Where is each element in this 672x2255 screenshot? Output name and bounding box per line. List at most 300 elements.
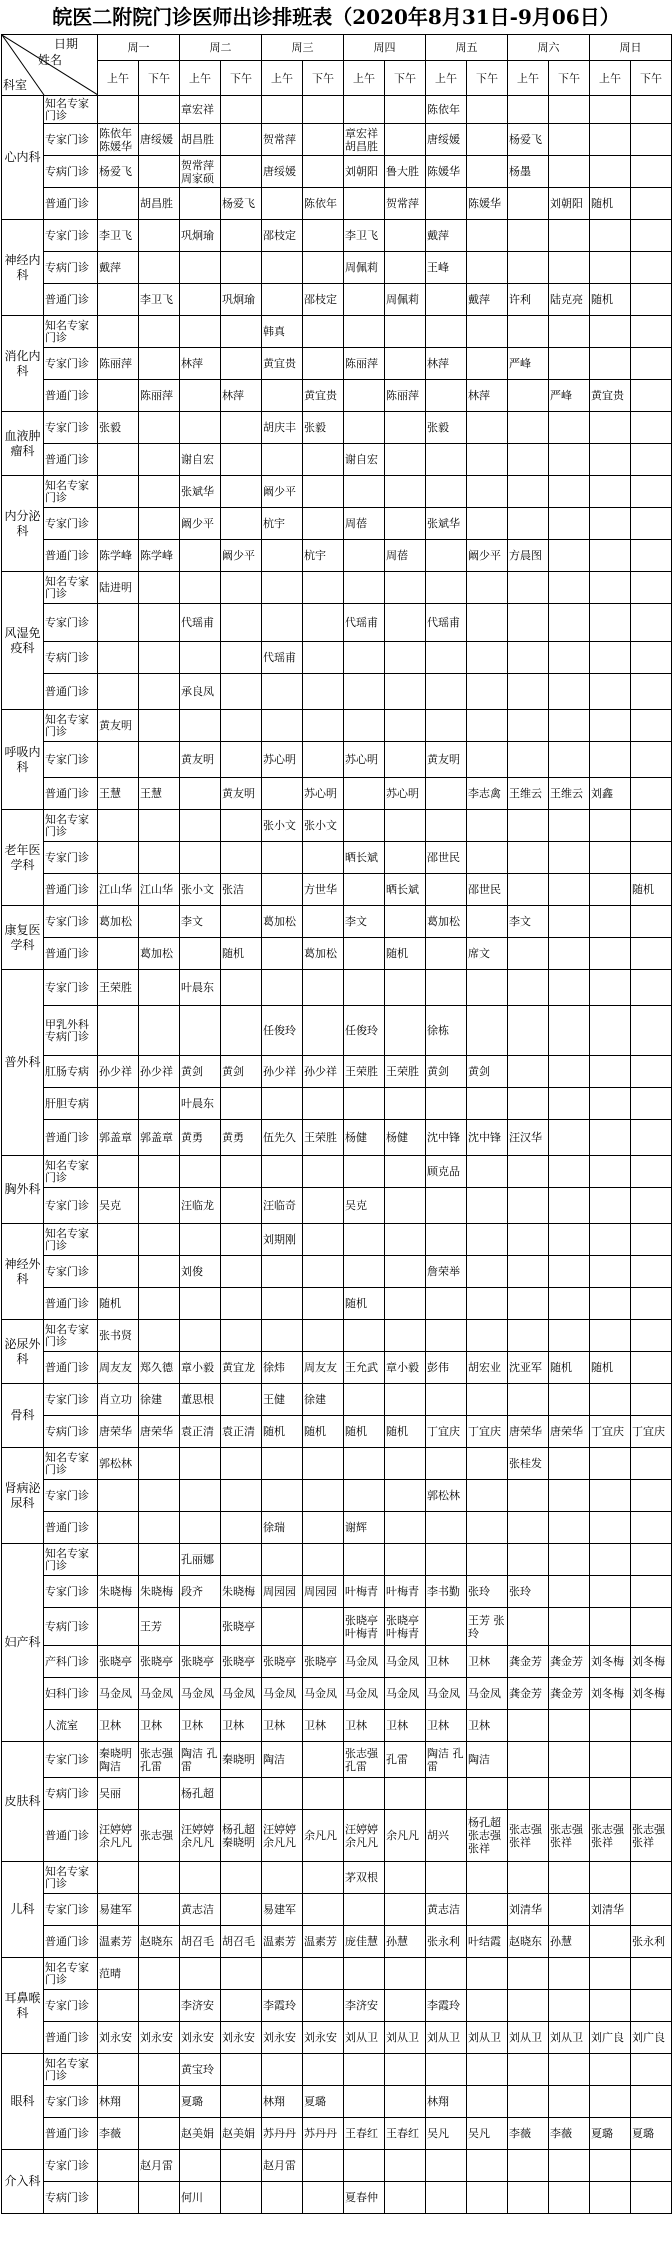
- doctor-cell: 卫林: [221, 1710, 262, 1742]
- doctor-cell: [344, 874, 385, 906]
- doctor-cell: [98, 1224, 139, 1256]
- doctor-cell: 张永利: [426, 1926, 467, 1958]
- doctor-cell: 刘从卫: [549, 2022, 590, 2054]
- doctor-cell: 张小文: [262, 810, 303, 842]
- doctor-cell: [631, 1710, 672, 1742]
- doctor-cell: [303, 1894, 344, 1926]
- doctor-cell: [385, 1544, 426, 1576]
- doctor-cell: [221, 604, 262, 642]
- doctor-cell: [180, 938, 221, 970]
- clinic-type: 普通门诊: [44, 938, 98, 970]
- clinic-type: 专家门诊: [44, 1894, 98, 1926]
- doctor-cell: [467, 220, 508, 252]
- clinic-type: 专家门诊: [44, 412, 98, 444]
- doctor-cell: [139, 316, 180, 348]
- doctor-cell: [262, 1608, 303, 1646]
- header-day-row: [2, 35, 672, 61]
- doctor-cell: [549, 1448, 590, 1480]
- doctor-cell: 杨健: [344, 1120, 385, 1156]
- doctor-cell: [139, 220, 180, 252]
- doctor-cell: [98, 508, 139, 540]
- doctor-cell: [139, 710, 180, 742]
- schedule-row: [2, 674, 672, 710]
- doctor-cell: [631, 778, 672, 810]
- doctor-cell: 黄友明: [180, 742, 221, 778]
- doctor-cell: [180, 1448, 221, 1480]
- doctor-cell: [590, 1384, 631, 1416]
- header-day: 周四: [344, 35, 426, 61]
- schedule-row: [2, 2150, 672, 2182]
- doctor-cell: 随机: [344, 1288, 385, 1320]
- doctor-cell: [631, 1224, 672, 1256]
- schedule-row: [2, 1810, 672, 1862]
- doctor-cell: [590, 1710, 631, 1742]
- doctor-cell: 孔丽娜: [180, 1544, 221, 1576]
- doctor-cell: [549, 1778, 590, 1810]
- doctor-cell: [303, 1958, 344, 1990]
- doctor-cell: [467, 674, 508, 710]
- doctor-cell: [98, 96, 139, 124]
- doctor-cell: [467, 842, 508, 874]
- schedule-body: [2, 35, 672, 2214]
- doctor-cell: [344, 1384, 385, 1416]
- doctor-cell: [221, 156, 262, 188]
- doctor-cell: [221, 444, 262, 476]
- doctor-cell: 胡兴: [426, 1810, 467, 1862]
- doctor-cell: 刘清华: [590, 1894, 631, 1926]
- doctor-cell: 张晓亭: [303, 1646, 344, 1678]
- doctor-cell: [139, 1256, 180, 1288]
- doctor-cell: 刘永安: [98, 2022, 139, 2054]
- doctor-cell: [139, 1188, 180, 1224]
- doctor-cell: 王春红: [344, 2118, 385, 2150]
- doctor-cell: [303, 508, 344, 540]
- doctor-cell: [508, 1778, 549, 1810]
- doctor-cell: [549, 316, 590, 348]
- doctor-cell: [262, 2182, 303, 2214]
- doctor-cell: 刘冬梅: [590, 1678, 631, 1710]
- doctor-cell: [303, 674, 344, 710]
- doctor-cell: 张玲: [508, 1576, 549, 1608]
- doctor-cell: [221, 1288, 262, 1320]
- doctor-cell: 杨爱飞: [98, 156, 139, 188]
- doctor-cell: 黄剑: [180, 1056, 221, 1088]
- doctor-cell: [303, 906, 344, 938]
- doctor-cell: 张桂发: [508, 1448, 549, 1480]
- doctor-cell: 王维云: [508, 778, 549, 810]
- doctor-cell: [631, 938, 672, 970]
- doctor-cell: [549, 1480, 590, 1512]
- doctor-cell: [631, 710, 672, 742]
- doctor-cell: [590, 220, 631, 252]
- doctor-cell: 温素芳: [303, 1926, 344, 1958]
- doctor-cell: 代瑶甫: [426, 604, 467, 642]
- schedule-row: [2, 96, 672, 124]
- doctor-cell: [303, 1862, 344, 1894]
- doctor-cell: [549, 1894, 590, 1926]
- doctor-cell: [549, 1320, 590, 1352]
- doctor-cell: 随机: [590, 284, 631, 316]
- doctor-cell: 王峰: [426, 252, 467, 284]
- doctor-cell: [180, 572, 221, 604]
- doctor-cell: 王荣胜: [344, 1056, 385, 1088]
- doctor-cell: [508, 2150, 549, 2182]
- doctor-cell: [467, 1088, 508, 1120]
- doctor-cell: [590, 1224, 631, 1256]
- doctor-cell: [221, 1778, 262, 1810]
- doctor-cell: 卫林: [467, 1646, 508, 1678]
- doctor-cell: 随机: [631, 874, 672, 906]
- doctor-cell: [590, 572, 631, 604]
- doctor-cell: [631, 444, 672, 476]
- doctor-cell: 卫林: [426, 1710, 467, 1742]
- doctor-cell: 张斌华: [180, 476, 221, 508]
- clinic-type: 知名专家门诊: [44, 2054, 98, 2086]
- doctor-cell: 黄剑: [221, 1056, 262, 1088]
- schedule-row: [2, 938, 672, 970]
- doctor-cell: [590, 476, 631, 508]
- doctor-cell: [549, 1990, 590, 2022]
- doctor-cell: [467, 1256, 508, 1288]
- doctor-cell: [221, 674, 262, 710]
- doctor-cell: [180, 252, 221, 284]
- clinic-type: 普通门诊: [44, 2118, 98, 2150]
- clinic-type: 专家门诊: [44, 742, 98, 778]
- doctor-cell: [631, 1990, 672, 2022]
- doctor-cell: 马金凤: [221, 1678, 262, 1710]
- header-am: 上午: [180, 61, 221, 96]
- doctor-cell: 张永利: [631, 1926, 672, 1958]
- doctor-cell: [549, 2182, 590, 2214]
- doctor-cell: [467, 1188, 508, 1224]
- schedule-row: [2, 1224, 672, 1256]
- doctor-cell: [180, 1288, 221, 1320]
- doctor-cell: 何川: [180, 2182, 221, 2214]
- doctor-cell: 随机: [221, 938, 262, 970]
- doctor-cell: [508, 1288, 549, 1320]
- doctor-cell: [180, 1156, 221, 1188]
- doctor-cell: 赵月雷: [262, 2150, 303, 2182]
- clinic-type: 专家门诊: [44, 124, 98, 156]
- doctor-cell: [221, 1006, 262, 1056]
- doctor-cell: 葛加松: [262, 906, 303, 938]
- clinic-type: 普通门诊: [44, 1810, 98, 1862]
- doctor-cell: 黄志洁: [180, 1894, 221, 1926]
- doctor-cell: 许利: [508, 284, 549, 316]
- doctor-cell: [467, 252, 508, 284]
- doctor-cell: [303, 156, 344, 188]
- doctor-cell: 席文: [467, 938, 508, 970]
- doctor-cell: [426, 938, 467, 970]
- doctor-cell: [98, 1006, 139, 1056]
- doctor-cell: [590, 2054, 631, 2086]
- doctor-cell: [549, 252, 590, 284]
- schedule-row: [2, 778, 672, 810]
- doctor-cell: [344, 572, 385, 604]
- doctor-cell: 陶洁 孔雷: [426, 1742, 467, 1778]
- doctor-cell: [139, 1088, 180, 1120]
- doctor-cell: [385, 1958, 426, 1990]
- doctor-cell: [303, 220, 344, 252]
- clinic-type: 肛肠专病: [44, 1056, 98, 1088]
- doctor-cell: [426, 1320, 467, 1352]
- doctor-cell: [631, 810, 672, 842]
- doctor-cell: 王春红: [385, 2118, 426, 2150]
- doctor-cell: [262, 1448, 303, 1480]
- doctor-cell: [344, 96, 385, 124]
- doctor-cell: [303, 1512, 344, 1544]
- schedule-row: [2, 1742, 672, 1778]
- doctor-cell: [467, 710, 508, 742]
- doctor-cell: 龚金芳: [549, 1678, 590, 1710]
- doctor-cell: 林翔: [426, 2086, 467, 2118]
- doctor-cell: [508, 642, 549, 674]
- doctor-cell: [303, 1288, 344, 1320]
- doctor-cell: [344, 1894, 385, 1926]
- doctor-cell: 刘期刚: [262, 1224, 303, 1256]
- doctor-cell: [590, 348, 631, 380]
- doctor-cell: [590, 710, 631, 742]
- doctor-cell: [139, 742, 180, 778]
- doctor-cell: 郭盖章: [98, 1120, 139, 1156]
- doctor-cell: [508, 1256, 549, 1288]
- doctor-cell: [508, 970, 549, 1006]
- doctor-cell: [139, 1006, 180, 1056]
- doctor-cell: 张志强 孔雷: [344, 1742, 385, 1778]
- clinic-type: 知名专家门诊: [44, 1958, 98, 1990]
- doctor-cell: 张志强: [139, 1810, 180, 1862]
- doctor-cell: 张斌华: [426, 508, 467, 540]
- schedule-row: [2, 642, 672, 674]
- doctor-cell: [426, 810, 467, 842]
- doctor-cell: [303, 1224, 344, 1256]
- doctor-cell: [385, 1778, 426, 1810]
- doctor-cell: [631, 284, 672, 316]
- doctor-cell: 巩炯瑜: [180, 220, 221, 252]
- doctor-cell: 黄宜贵: [590, 380, 631, 412]
- doctor-cell: [221, 1320, 262, 1352]
- doctor-cell: 黄宝玲: [180, 2054, 221, 2086]
- doctor-cell: 唐荣华: [98, 1416, 139, 1448]
- clinic-type: 普通门诊: [44, 1288, 98, 1320]
- schedule-row: [2, 1188, 672, 1224]
- doctor-cell: 孔雷: [385, 1742, 426, 1778]
- schedule-row: [2, 1006, 672, 1056]
- doctor-cell: [631, 412, 672, 444]
- doctor-cell: [508, 1088, 549, 1120]
- doctor-cell: [590, 1156, 631, 1188]
- doctor-cell: 张志强 孔雷: [139, 1742, 180, 1778]
- doctor-cell: 陶洁: [262, 1742, 303, 1778]
- doctor-cell: [590, 874, 631, 906]
- doctor-cell: 林萍: [180, 348, 221, 380]
- doctor-cell: 葛加松: [303, 938, 344, 970]
- doctor-cell: [467, 1958, 508, 1990]
- doctor-cell: [467, 1320, 508, 1352]
- schedule-row: [2, 2118, 672, 2150]
- doctor-cell: [139, 1224, 180, 1256]
- clinic-type: 知名专家门诊: [44, 1544, 98, 1576]
- clinic-type: 知名专家门诊: [44, 476, 98, 508]
- doctor-cell: 温素芳: [98, 1926, 139, 1958]
- doctor-cell: [631, 742, 672, 778]
- header-date-label: 日期: [54, 37, 79, 51]
- schedule-row: [2, 1120, 672, 1156]
- doctor-cell: [385, 842, 426, 874]
- doctor-cell: 林翔: [98, 2086, 139, 2118]
- doctor-cell: [508, 938, 549, 970]
- doctor-cell: [549, 874, 590, 906]
- doctor-cell: [180, 540, 221, 572]
- schedule-row: [2, 842, 672, 874]
- doctor-cell: [631, 508, 672, 540]
- doctor-cell: [385, 1448, 426, 1480]
- doctor-cell: [385, 1990, 426, 2022]
- doctor-cell: 苏心明: [303, 778, 344, 810]
- doctor-cell: [180, 1958, 221, 1990]
- doctor-cell: [221, 1224, 262, 1256]
- doctor-cell: [467, 906, 508, 938]
- doctor-cell: [303, 1256, 344, 1288]
- schedule-row: [2, 476, 672, 508]
- schedule-row: [2, 2022, 672, 2054]
- header-am: 上午: [98, 61, 139, 96]
- doctor-cell: [221, 810, 262, 842]
- doctor-cell: [549, 1862, 590, 1894]
- doctor-cell: [508, 742, 549, 778]
- doctor-cell: [426, 874, 467, 906]
- doctor-cell: [385, 1256, 426, 1288]
- doctor-cell: [590, 1256, 631, 1288]
- schedule-row: [2, 1678, 672, 1710]
- doctor-cell: [549, 1742, 590, 1778]
- doctor-cell: [590, 2182, 631, 2214]
- doctor-cell: 随机: [303, 1416, 344, 1448]
- doctor-cell: 阚少平: [467, 540, 508, 572]
- doctor-cell: 张洁: [221, 874, 262, 906]
- doctor-cell: [467, 1156, 508, 1188]
- doctor-cell: [549, 1006, 590, 1056]
- doctor-cell: 杭宇: [262, 508, 303, 540]
- doctor-cell: [467, 508, 508, 540]
- department-name: 耳鼻喉科: [2, 1958, 44, 2054]
- doctor-cell: [631, 674, 672, 710]
- doctor-cell: 刘从卫: [467, 2022, 508, 2054]
- doctor-cell: [426, 970, 467, 1006]
- doctor-cell: [98, 316, 139, 348]
- doctor-cell: [508, 1384, 549, 1416]
- doctor-cell: 阚少平: [180, 508, 221, 540]
- schedule-row: [2, 1576, 672, 1608]
- doctor-cell: 张晓亭: [180, 1646, 221, 1678]
- doctor-cell: [98, 1990, 139, 2022]
- doctor-cell: [221, 1384, 262, 1416]
- doctor-cell: [590, 1006, 631, 1056]
- doctor-cell: 周园园: [303, 1576, 344, 1608]
- doctor-cell: [508, 188, 549, 220]
- doctor-cell: 葛加松: [98, 906, 139, 938]
- doctor-cell: [590, 674, 631, 710]
- doctor-cell: [590, 1056, 631, 1088]
- doctor-cell: [98, 188, 139, 220]
- department-name: 神经外科: [2, 1224, 44, 1320]
- doctor-cell: [549, 1608, 590, 1646]
- doctor-cell: 肖立功: [98, 1384, 139, 1416]
- department-name: 儿科: [2, 1862, 44, 1958]
- doctor-cell: [549, 1188, 590, 1224]
- doctor-cell: 郭松林: [426, 1480, 467, 1512]
- clinic-type: 知名专家门诊: [44, 316, 98, 348]
- doctor-cell: [385, 1156, 426, 1188]
- department-name: 心内科: [2, 96, 44, 220]
- doctor-cell: [180, 1224, 221, 1256]
- department-name: 介入科: [2, 2150, 44, 2214]
- doctor-cell: [303, 1990, 344, 2022]
- doctor-cell: [221, 1512, 262, 1544]
- doctor-cell: [467, 1384, 508, 1416]
- doctor-cell: 杨爱飞: [508, 124, 549, 156]
- doctor-cell: 王允武: [344, 1352, 385, 1384]
- doctor-cell: [631, 1894, 672, 1926]
- doctor-cell: [139, 970, 180, 1006]
- doctor-cell: [344, 2054, 385, 2086]
- doctor-cell: [508, 252, 549, 284]
- doctor-cell: 赵美娟: [180, 2118, 221, 2150]
- doctor-cell: 唐荣华: [549, 1416, 590, 1448]
- doctor-cell: [262, 188, 303, 220]
- doctor-cell: [139, 642, 180, 674]
- schedule-row: [2, 508, 672, 540]
- clinic-type: 普通门诊: [44, 380, 98, 412]
- doctor-cell: [426, 1288, 467, 1320]
- doctor-cell: [139, 1480, 180, 1512]
- doctor-cell: [221, 842, 262, 874]
- doctor-cell: [508, 412, 549, 444]
- doctor-cell: [262, 674, 303, 710]
- clinic-type: 专家门诊: [44, 1990, 98, 2022]
- schedule-row: [2, 1288, 672, 1320]
- doctor-cell: 李济安: [344, 1990, 385, 2022]
- doctor-cell: [221, 1990, 262, 2022]
- page-title: 皖医二附院门诊医师出诊排班表（2020年8月31日-9月06日）: [52, 5, 620, 29]
- doctor-cell: [426, 1384, 467, 1416]
- doctor-cell: [221, 1448, 262, 1480]
- doctor-cell: [98, 380, 139, 412]
- schedule-row: [2, 1056, 672, 1088]
- doctor-cell: 秦晓明: [221, 1742, 262, 1778]
- doctor-cell: [344, 540, 385, 572]
- doctor-cell: 张晓亭: [262, 1646, 303, 1678]
- doctor-cell: [221, 1862, 262, 1894]
- doctor-cell: [139, 674, 180, 710]
- doctor-cell: 吴克: [344, 1188, 385, 1224]
- doctor-cell: [549, 1544, 590, 1576]
- doctor-cell: 袁正清: [221, 1416, 262, 1448]
- doctor-cell: [385, 604, 426, 642]
- doctor-cell: [262, 1544, 303, 1576]
- doctor-cell: 陈依年 陈媛华: [98, 124, 139, 156]
- doctor-cell: [139, 348, 180, 380]
- doctor-cell: 邵世民: [426, 842, 467, 874]
- doctor-cell: [262, 1156, 303, 1188]
- doctor-cell: 晒长斌: [344, 842, 385, 874]
- department-name: 消化内科: [2, 316, 44, 412]
- doctor-cell: [385, 642, 426, 674]
- doctor-cell: [631, 1544, 672, 1576]
- doctor-cell: 周佩莉: [344, 252, 385, 284]
- doctor-cell: 刘永安: [303, 2022, 344, 2054]
- doctor-cell: [344, 412, 385, 444]
